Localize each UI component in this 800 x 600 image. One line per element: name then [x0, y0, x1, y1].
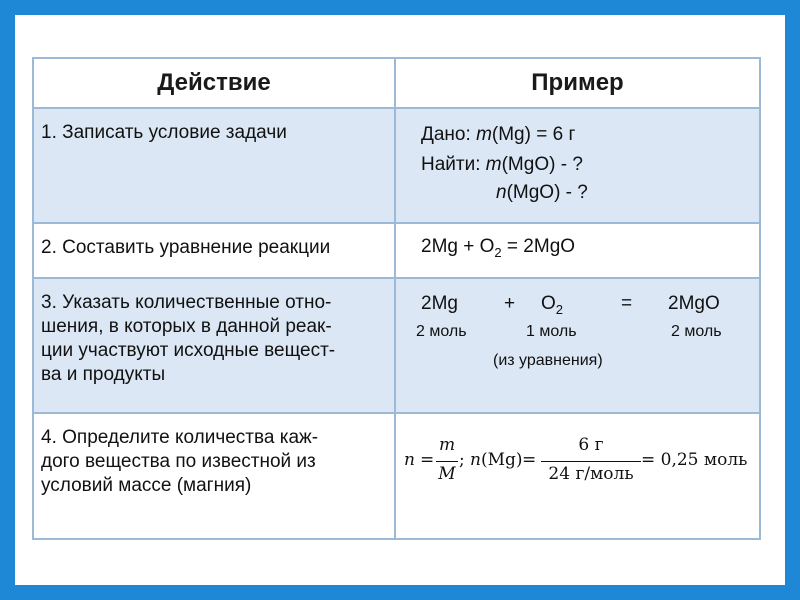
- fraction-bar-1: [436, 461, 458, 462]
- fraction-numerator-mass: 6 г: [578, 435, 604, 455]
- moles-o2: 1 моль: [526, 323, 577, 340]
- find-line-2: n(MgO) - ?: [496, 182, 588, 203]
- table-row: [33, 108, 760, 223]
- find-line: Найти: m(MgO) - ?: [421, 154, 583, 175]
- step-3-example: [395, 278, 760, 413]
- reactant-o2: $O_2$: [541, 293, 564, 317]
- fraction-denominator-M: M: [438, 464, 456, 484]
- formula-n: n: [404, 450, 415, 470]
- algorithm-table: [32, 57, 761, 540]
- reactant-mg: 2Mg: [421, 293, 458, 314]
- from-equation-note: (из уравнения): [493, 352, 603, 369]
- fraction-denominator-molar-mass: 24 г/моль: [548, 464, 634, 484]
- equals-sign: =: [621, 293, 633, 314]
- step-1-example: [395, 108, 760, 223]
- header-action: Действие: [33, 58, 395, 108]
- reaction-equation: $2Mg + O_2 = 2MgO$: [421, 236, 576, 260]
- formula-semicolon: ;: [459, 450, 465, 470]
- step-1-action: 1. Записать условие задачи: [41, 122, 287, 143]
- step-4-action: 4. Определите количества каж- дого вещества по известной из условий массе (магния): [41, 427, 319, 496]
- fraction-numerator-m: m: [438, 435, 456, 455]
- moles-mgo: 2 моль: [671, 323, 722, 340]
- step-2-action: 2. Составить уравнение реакции: [41, 237, 331, 258]
- step-2-example: [395, 223, 760, 278]
- table-row: [33, 413, 760, 539]
- fraction-bar-2: [541, 461, 641, 462]
- moles-mg: 2 моль: [416, 323, 467, 340]
- formula-n-mg: n: [470, 450, 481, 470]
- header-example: Пример: [395, 58, 760, 108]
- formula-equals-1: =: [420, 450, 435, 470]
- formula-result: = 0,25 моль: [641, 450, 748, 470]
- given-line: Дано: m(Mg) = 6 г: [421, 124, 576, 145]
- step-4-example: [395, 413, 760, 539]
- step-3-action: 3. Указать количественные отно- шения, в которых в данной реак- ции участвуют исходные вещест- ва и продукты: [41, 292, 336, 385]
- product-mgo: 2MgO: [668, 293, 720, 314]
- formula-mg: (Mg): [481, 450, 523, 470]
- formula-equals-2: =: [522, 450, 537, 470]
- plus-sign: +: [504, 293, 516, 314]
- table-row: [33, 278, 760, 413]
- slide: [15, 15, 785, 585]
- table-row: [33, 223, 760, 278]
